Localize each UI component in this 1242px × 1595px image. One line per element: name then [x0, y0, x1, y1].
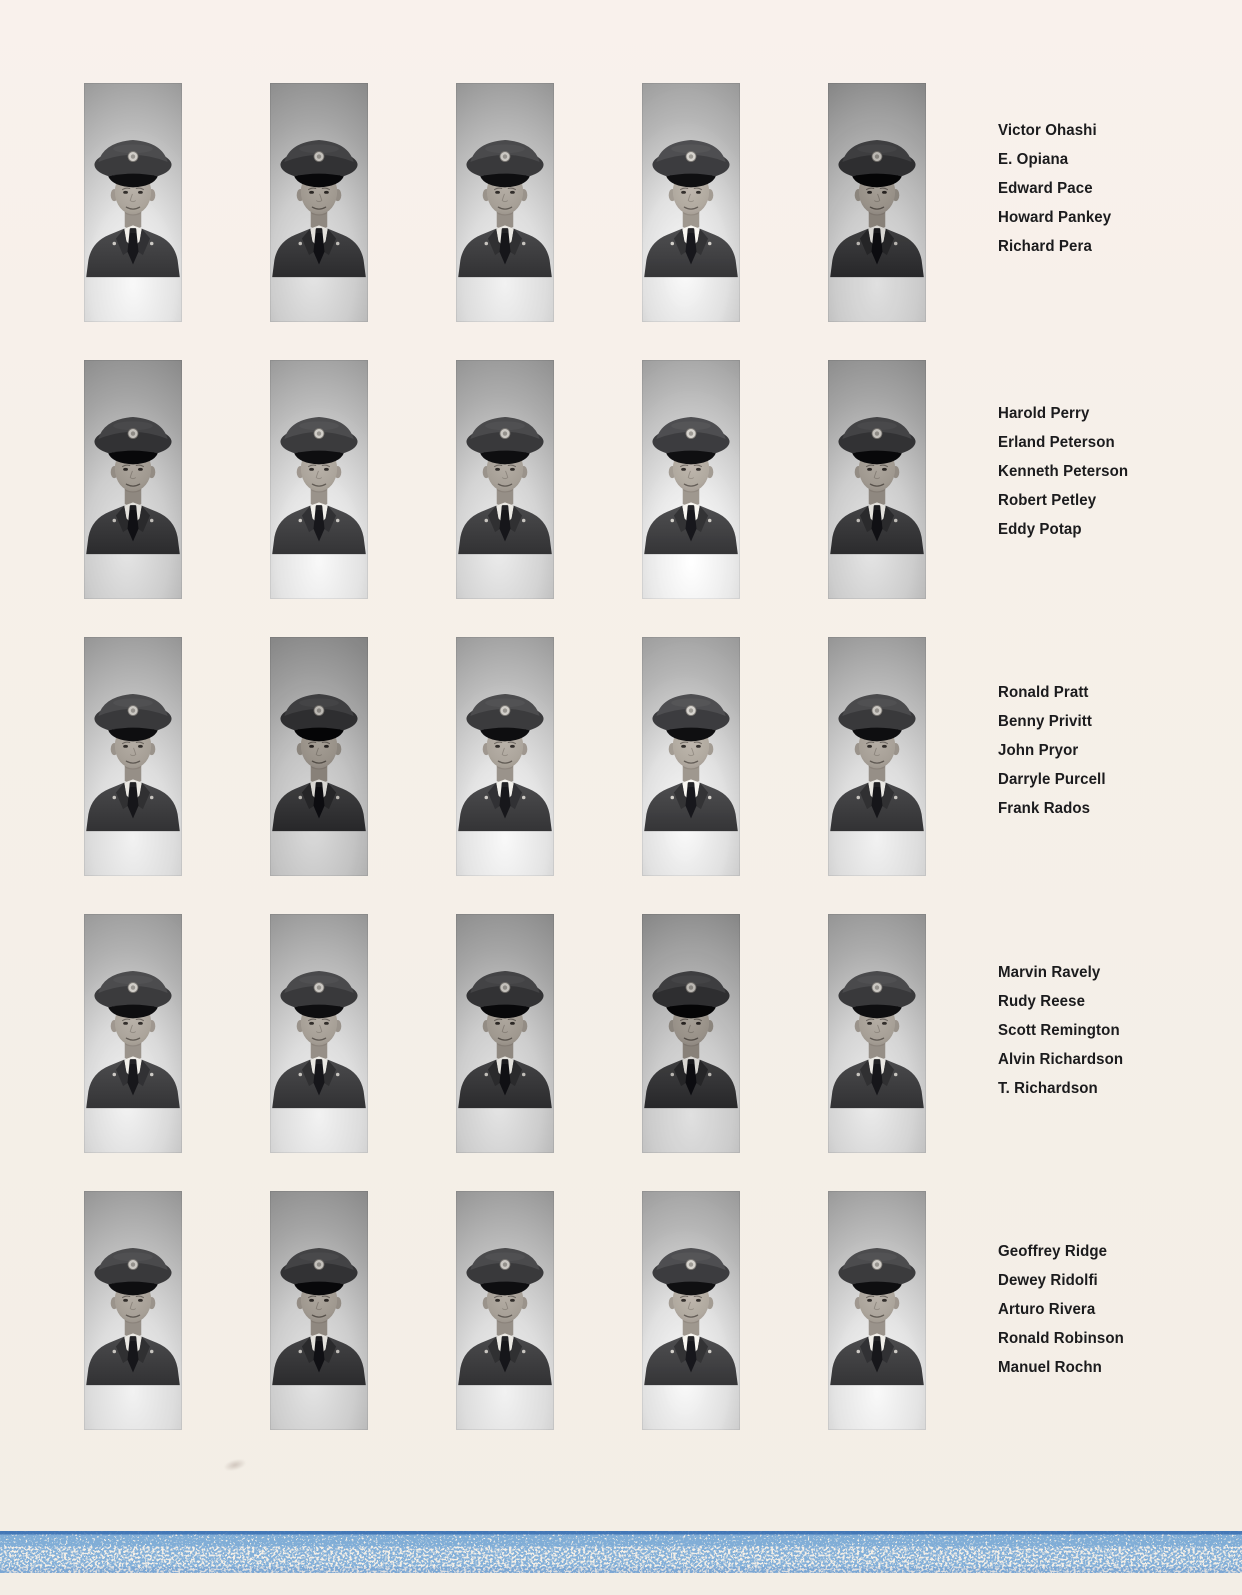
name-list-row-1: [998, 116, 1224, 261]
soldier-name: Marvin Ravely: [998, 964, 1101, 981]
soldier-name: Victor Ohashi: [998, 122, 1097, 139]
name-list-row-3: [998, 678, 1224, 823]
soldier-name: Manuel Rochn: [998, 1359, 1102, 1376]
photo-grid: [44, 67, 966, 1446]
soldier-name: Harold Perry: [998, 405, 1090, 422]
soldier-name: Alvin Richardson: [998, 1051, 1124, 1068]
portrait-photo: [270, 360, 368, 599]
portrait-photo: [828, 914, 926, 1153]
portrait-photo: [270, 1191, 368, 1430]
soldier-name: E. Opiana: [998, 151, 1069, 168]
soldier-name: Scott Remington: [998, 1022, 1120, 1039]
soldier-name: Ronald Robinson: [998, 1330, 1124, 1347]
name-list-row-2: [998, 399, 1224, 544]
portrait-photo: [84, 637, 182, 876]
soldier-name: Eddy Potap: [998, 521, 1082, 538]
soldier-name: John Pryor: [998, 742, 1079, 759]
portrait-photo: [456, 1191, 554, 1430]
portrait-photo: [456, 83, 554, 322]
soldier-name: Geoffrey Ridge: [998, 1243, 1108, 1260]
portrait-photo: [828, 83, 926, 322]
portrait-photo: [828, 1191, 926, 1430]
soldier-name: Edward Pace: [998, 180, 1093, 197]
bottom-decorative-band: [0, 1531, 1242, 1573]
portrait-photo: [270, 637, 368, 876]
portrait-photo: [84, 83, 182, 322]
portrait-photo: [270, 914, 368, 1153]
portrait-photo: [828, 637, 926, 876]
soldier-name: Arturo Rivera: [998, 1301, 1096, 1318]
soldier-name: Ronald Pratt: [998, 684, 1089, 701]
portrait-photo: [828, 360, 926, 599]
portrait-photo: [84, 1191, 182, 1430]
soldier-name: Frank Rados: [998, 800, 1091, 817]
portrait-photo: [642, 1191, 740, 1430]
portrait-photo: [642, 914, 740, 1153]
soldier-name: Robert Petley: [998, 492, 1097, 509]
soldier-name: Benny Privitt: [998, 713, 1092, 730]
soldier-name: Howard Pankey: [998, 209, 1112, 226]
pencil-smudge: [221, 1456, 249, 1474]
soldier-name: Richard Pera: [998, 238, 1092, 255]
soldier-name: T. Richardson: [998, 1080, 1098, 1097]
soldier-name: Erland Peterson: [998, 434, 1115, 451]
portrait-photo: [456, 360, 554, 599]
soldier-name: Rudy Reese: [998, 993, 1086, 1010]
name-list-row-4: [998, 958, 1224, 1103]
portrait-photo: [642, 637, 740, 876]
portrait-photo: [642, 360, 740, 599]
soldier-name: Dewey Ridolfi: [998, 1272, 1098, 1289]
portrait-photo: [270, 83, 368, 322]
soldier-name: Kenneth Peterson: [998, 463, 1129, 480]
portrait-photo: [84, 914, 182, 1153]
portrait-photo: [456, 637, 554, 876]
name-list-row-5: [998, 1237, 1224, 1382]
soldier-name: Darryle Purcell: [998, 771, 1106, 788]
portrait-photo: [642, 83, 740, 322]
portrait-photo: [456, 914, 554, 1153]
portrait-photo: [84, 360, 182, 599]
